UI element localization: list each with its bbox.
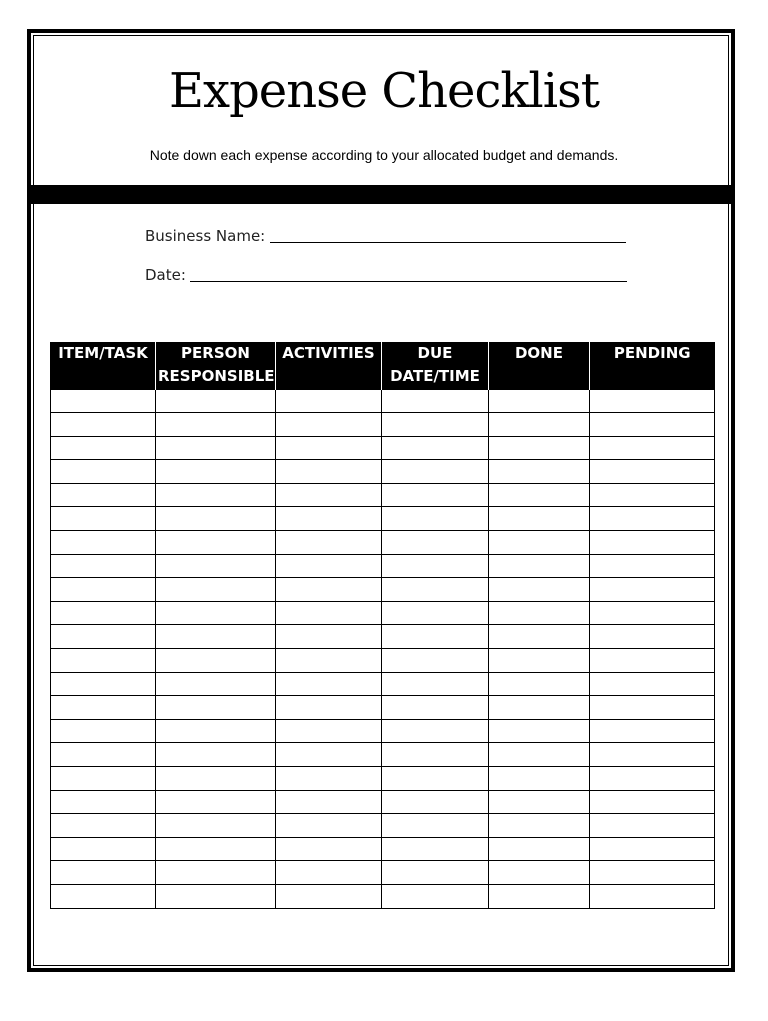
table-cell[interactable] xyxy=(382,507,489,531)
table-row xyxy=(51,531,715,555)
table-row xyxy=(51,837,715,861)
table-cell[interactable] xyxy=(156,554,276,578)
column-header-line: DUE xyxy=(417,344,453,362)
table-cell[interactable] xyxy=(590,413,715,437)
table-cell[interactable] xyxy=(276,790,382,814)
table-cell[interactable] xyxy=(276,884,382,908)
table-cell[interactable] xyxy=(489,837,590,861)
table-cell[interactable] xyxy=(489,554,590,578)
table-cell[interactable] xyxy=(590,719,715,743)
table-cell[interactable] xyxy=(51,554,156,578)
table-cell[interactable] xyxy=(382,672,489,696)
table-cell[interactable] xyxy=(51,649,156,673)
table-row xyxy=(51,483,715,507)
table-cell[interactable] xyxy=(382,436,489,460)
table-cell[interactable] xyxy=(156,884,276,908)
table-cell[interactable] xyxy=(382,696,489,720)
table-cell[interactable] xyxy=(489,389,590,413)
page-subtitle: Note down each expense according to your allocated budget and demands. xyxy=(149,147,619,163)
table-cell[interactable] xyxy=(276,837,382,861)
table-cell[interactable] xyxy=(382,389,489,413)
table-cell[interactable] xyxy=(156,837,276,861)
table-cell[interactable] xyxy=(489,507,590,531)
table-row xyxy=(51,861,715,885)
table-cell[interactable] xyxy=(51,413,156,437)
table-cell[interactable] xyxy=(276,436,382,460)
table-cell[interactable] xyxy=(51,531,156,555)
table-cell[interactable] xyxy=(276,861,382,885)
table-cell[interactable] xyxy=(276,389,382,413)
column-header-line: DONE xyxy=(514,344,563,362)
table-cell[interactable] xyxy=(590,672,715,696)
date-label: Date: xyxy=(145,266,186,284)
table-row xyxy=(51,672,715,696)
table-cell[interactable] xyxy=(489,413,590,437)
column-header-activities xyxy=(276,342,382,389)
table-cell[interactable] xyxy=(156,601,276,625)
table-cell[interactable] xyxy=(156,483,276,507)
table-cell[interactable] xyxy=(382,531,489,555)
table-cell[interactable] xyxy=(590,460,715,484)
table-cell[interactable] xyxy=(590,861,715,885)
table-cell[interactable] xyxy=(156,743,276,767)
table-row xyxy=(51,436,715,460)
table-cell[interactable] xyxy=(590,601,715,625)
table-cell[interactable] xyxy=(382,483,489,507)
table-cell[interactable] xyxy=(51,672,156,696)
table-cell[interactable] xyxy=(51,578,156,602)
table-cell[interactable] xyxy=(590,837,715,861)
table-header-row xyxy=(51,342,715,389)
expense-checklist-table xyxy=(50,342,715,909)
table-cell[interactable] xyxy=(590,625,715,649)
table-cell[interactable] xyxy=(382,625,489,649)
table-cell[interactable] xyxy=(51,389,156,413)
column-header-pending xyxy=(590,342,715,389)
table-cell[interactable] xyxy=(276,719,382,743)
table-cell[interactable] xyxy=(489,790,590,814)
table-cell[interactable] xyxy=(382,790,489,814)
table-cell[interactable] xyxy=(51,814,156,838)
table-cell[interactable] xyxy=(156,531,276,555)
table-cell[interactable] xyxy=(276,743,382,767)
table-cell[interactable] xyxy=(382,719,489,743)
table-cell[interactable] xyxy=(51,436,156,460)
table-cell[interactable] xyxy=(590,649,715,673)
table-row xyxy=(51,413,715,437)
table-cell[interactable] xyxy=(382,743,489,767)
table-cell[interactable] xyxy=(51,719,156,743)
table-cell[interactable] xyxy=(51,861,156,885)
table-cell[interactable] xyxy=(156,790,276,814)
table-cell[interactable] xyxy=(382,814,489,838)
table-cell[interactable] xyxy=(489,884,590,908)
table-cell[interactable] xyxy=(489,814,590,838)
table-row xyxy=(51,790,715,814)
table-cell[interactable] xyxy=(489,436,590,460)
table-cell[interactable] xyxy=(156,389,276,413)
table-cell[interactable] xyxy=(276,554,382,578)
table-row xyxy=(51,884,715,908)
table-cell[interactable] xyxy=(590,436,715,460)
table-cell[interactable] xyxy=(156,767,276,791)
column-header-done xyxy=(489,342,590,389)
table-cell[interactable] xyxy=(51,601,156,625)
table-cell[interactable] xyxy=(276,531,382,555)
column-header-line: RESPONSIBLE xyxy=(158,367,275,385)
table-cell[interactable] xyxy=(276,649,382,673)
table-cell[interactable] xyxy=(156,814,276,838)
table-row xyxy=(51,696,715,720)
table-cell[interactable] xyxy=(382,767,489,791)
table-cell[interactable] xyxy=(51,625,156,649)
column-header-item-task xyxy=(51,342,156,389)
column-header-due-date-time xyxy=(382,342,489,389)
header-divider-bar xyxy=(27,185,735,204)
page-title: Expense Checklist xyxy=(168,63,600,119)
table-cell[interactable] xyxy=(156,649,276,673)
table-cell[interactable] xyxy=(590,814,715,838)
table-cell[interactable] xyxy=(382,861,489,885)
table-row xyxy=(51,743,715,767)
column-header-person-responsible xyxy=(156,342,276,389)
table-cell[interactable] xyxy=(51,837,156,861)
table-row xyxy=(51,814,715,838)
table-cell[interactable] xyxy=(276,672,382,696)
table-cell[interactable] xyxy=(382,884,489,908)
table-cell[interactable] xyxy=(382,601,489,625)
table-cell[interactable] xyxy=(489,672,590,696)
column-header-line: ACTIVITIES xyxy=(282,344,375,362)
table-cell[interactable] xyxy=(489,531,590,555)
column-header-line: PERSON xyxy=(181,344,250,362)
table-cell[interactable] xyxy=(276,767,382,791)
table-cell[interactable] xyxy=(156,460,276,484)
business-name-field[interactable] xyxy=(270,242,626,243)
table-row xyxy=(51,578,715,602)
table-cell[interactable] xyxy=(489,767,590,791)
table-cell[interactable] xyxy=(590,696,715,720)
table-cell[interactable] xyxy=(276,601,382,625)
table-row xyxy=(51,649,715,673)
table-cell[interactable] xyxy=(276,460,382,484)
table-cell[interactable] xyxy=(51,767,156,791)
table-cell[interactable] xyxy=(51,790,156,814)
table-cell[interactable] xyxy=(489,861,590,885)
table-cell[interactable] xyxy=(51,460,156,484)
table-cell[interactable] xyxy=(156,696,276,720)
table-cell[interactable] xyxy=(276,814,382,838)
column-header-line: DATE/TIME xyxy=(390,367,480,385)
table-cell[interactable] xyxy=(156,861,276,885)
table-cell[interactable] xyxy=(590,554,715,578)
table-cell[interactable] xyxy=(489,649,590,673)
table-cell[interactable] xyxy=(382,578,489,602)
table-row xyxy=(51,601,715,625)
column-header-line: ITEM/TASK xyxy=(58,344,148,362)
table-cell[interactable] xyxy=(489,719,590,743)
table-cell[interactable] xyxy=(51,483,156,507)
date-field[interactable] xyxy=(190,281,627,282)
table-cell[interactable] xyxy=(156,578,276,602)
table-cell[interactable] xyxy=(382,460,489,484)
table-cell[interactable] xyxy=(382,413,489,437)
table-cell[interactable] xyxy=(276,696,382,720)
table-cell[interactable] xyxy=(156,625,276,649)
table-cell[interactable] xyxy=(156,436,276,460)
table-cell[interactable] xyxy=(276,483,382,507)
table-cell[interactable] xyxy=(489,578,590,602)
table-cell[interactable] xyxy=(382,649,489,673)
table-cell[interactable] xyxy=(590,767,715,791)
table-cell[interactable] xyxy=(382,554,489,578)
table-cell[interactable] xyxy=(489,460,590,484)
table-cell[interactable] xyxy=(51,743,156,767)
table-cell[interactable] xyxy=(590,483,715,507)
table-cell[interactable] xyxy=(276,625,382,649)
table-cell[interactable] xyxy=(276,413,382,437)
table-row xyxy=(51,554,715,578)
table-row xyxy=(51,507,715,531)
table-cell[interactable] xyxy=(489,483,590,507)
table-row xyxy=(51,460,715,484)
table-cell[interactable] xyxy=(276,578,382,602)
table-cell[interactable] xyxy=(590,790,715,814)
table-cell[interactable] xyxy=(156,507,276,531)
column-header-line: PENDING xyxy=(613,344,691,362)
business-name-label: Business Name: xyxy=(145,227,266,245)
table-cell[interactable] xyxy=(590,531,715,555)
table-row xyxy=(51,625,715,649)
table-cell[interactable] xyxy=(590,884,715,908)
table-cell[interactable] xyxy=(590,743,715,767)
table-cell[interactable] xyxy=(382,837,489,861)
table-cell[interactable] xyxy=(590,507,715,531)
table-body xyxy=(51,389,715,908)
table-cell[interactable] xyxy=(156,719,276,743)
table-row xyxy=(51,767,715,791)
table-cell[interactable] xyxy=(489,625,590,649)
table-cell[interactable] xyxy=(156,672,276,696)
table-cell[interactable] xyxy=(276,507,382,531)
table-cell[interactable] xyxy=(489,743,590,767)
table-cell[interactable] xyxy=(51,696,156,720)
table-row xyxy=(51,389,715,413)
table-cell[interactable] xyxy=(590,578,715,602)
table-cell[interactable] xyxy=(51,884,156,908)
table-cell[interactable] xyxy=(489,696,590,720)
table-cell[interactable] xyxy=(590,389,715,413)
table-cell[interactable] xyxy=(489,601,590,625)
table-cell[interactable] xyxy=(156,413,276,437)
table-cell[interactable] xyxy=(51,507,156,531)
table-row xyxy=(51,719,715,743)
